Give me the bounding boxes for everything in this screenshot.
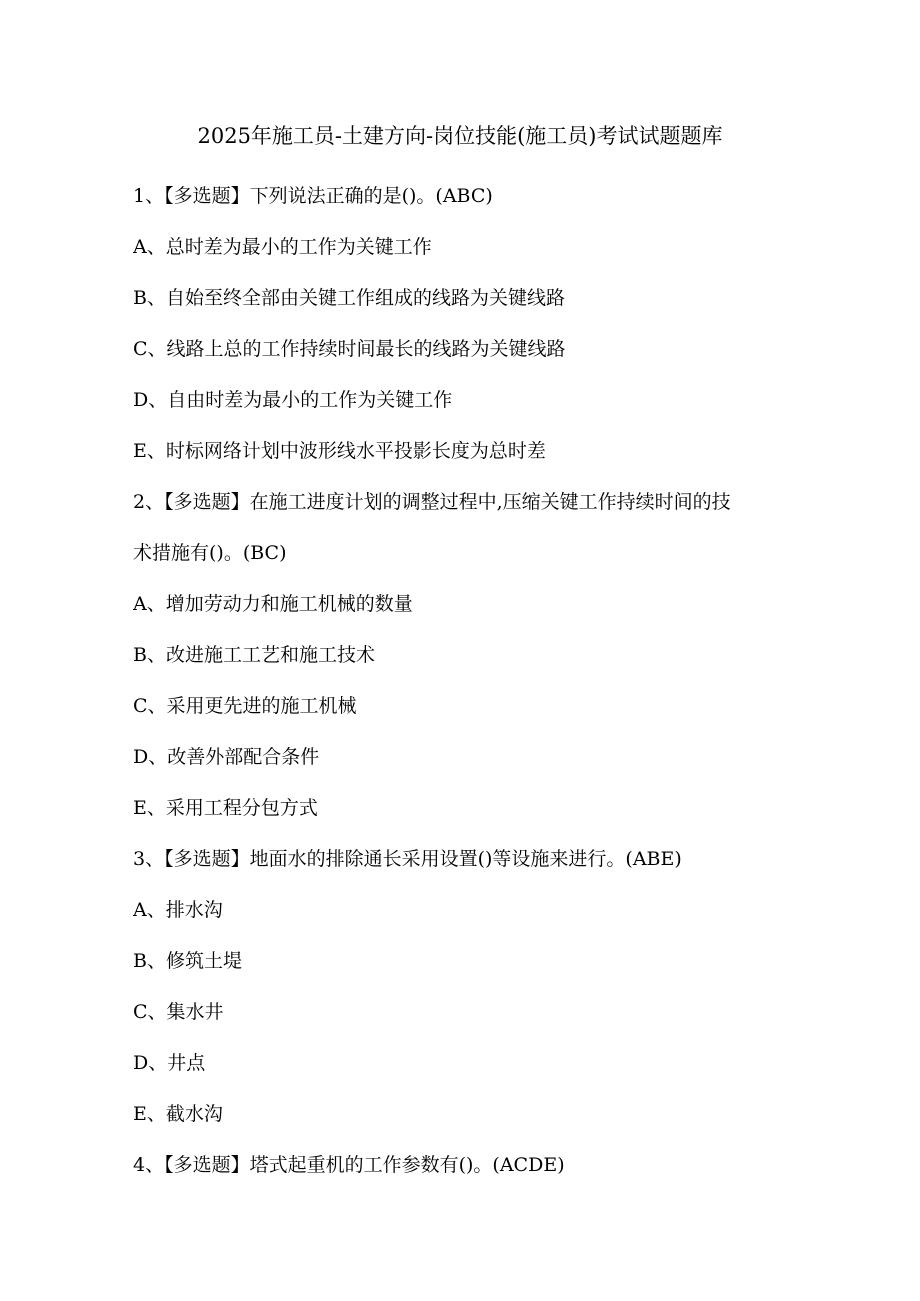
question-2-stem-continued: 术措施有()。(BC) xyxy=(133,542,287,564)
page-title: 2025年施工员-土建方向-岗位技能(施工员)考试试题题库 xyxy=(197,124,723,148)
question-3-option-a: A、排水沟 xyxy=(133,899,223,921)
question-2-option-a: A、增加劳动力和施工机械的数量 xyxy=(133,593,413,615)
question-3-option-b: B、修筑土堤 xyxy=(133,950,242,972)
question-4-stem: 4、【多选题】塔式起重机的工作参数有()。(ACDE) xyxy=(133,1154,565,1176)
question-1-option-b: B、自始至终全部由关键工作组成的线路为关键线路 xyxy=(133,287,565,309)
question-3-stem: 3、【多选题】地面水的排除通长采用设置()等设施来进行。(ABE) xyxy=(133,848,682,870)
question-3 xyxy=(133,834,783,1140)
question-1-option-e: E、时标网络计划中波形线水平投影长度为总时差 xyxy=(133,440,546,462)
question-2-stem: 2、【多选题】在施工进度计划的调整过程中,压缩关键工作持续时间的技 xyxy=(133,491,731,513)
question-1-option-a: A、总时差为最小的工作为关键工作 xyxy=(133,236,432,258)
question-2-option-c: C、采用更先进的施工机械 xyxy=(133,695,357,717)
question-1-option-c: C、线路上总的工作持续时间最长的线路为关键线路 xyxy=(133,338,566,360)
question-2-option-b: B、改进施工工艺和施工技术 xyxy=(133,644,375,666)
question-2 xyxy=(133,477,783,834)
question-1 xyxy=(133,171,783,477)
question-3-option-c: C、集水井 xyxy=(133,1001,224,1023)
question-3-option-e: E、截水沟 xyxy=(133,1103,223,1125)
question-1-option-d: D、自由时差为最小的工作为关键工作 xyxy=(133,389,453,411)
question-list xyxy=(133,171,783,1191)
question-2-option-d: D、改善外部配合条件 xyxy=(133,746,320,768)
question-3-option-d: D、井点 xyxy=(133,1052,206,1074)
question-1-stem: 1、【多选题】下列说法正确的是()。(ABC) xyxy=(133,185,493,207)
question-4 xyxy=(133,1140,783,1191)
question-2-option-e: E、采用工程分包方式 xyxy=(133,797,318,819)
